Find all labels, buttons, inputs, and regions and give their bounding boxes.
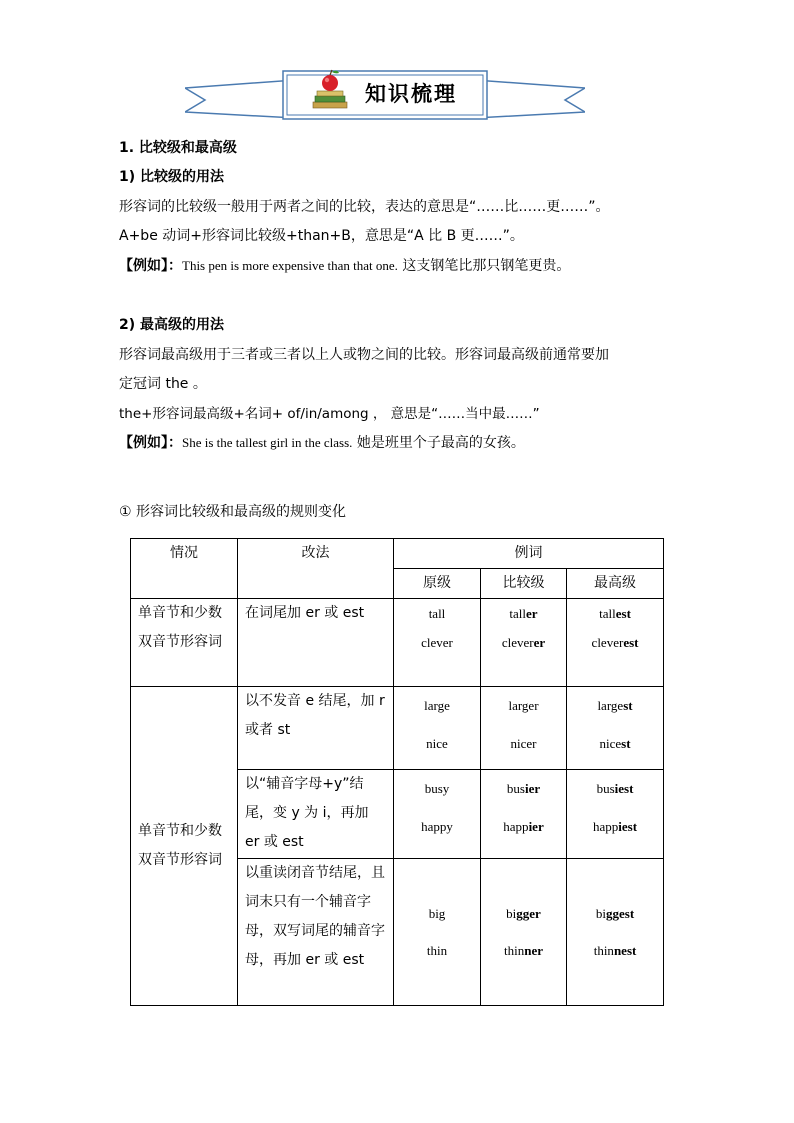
method-cell: 在词尾加 er 或 est — [238, 599, 394, 687]
superlative-usage-text: 形容词最高级用于三者或三者以上人或物之间的比较。形容词最高级前通常要加 — [119, 347, 609, 363]
comparative-cell: busier happier — [481, 770, 567, 859]
table-header-row — [131, 539, 664, 569]
situation-cell: 单音节和少数双音节形容词 — [131, 599, 238, 687]
header-examples: 例词 — [394, 539, 664, 569]
banner-title: 知识梳理 — [365, 82, 457, 106]
superlative-cell: biggest thinnest — [567, 859, 664, 1006]
superlative-cell — [567, 599, 664, 687]
example-label: 【例如】： — [119, 258, 182, 274]
base-cell: big thin — [394, 859, 481, 1006]
word: tallest — [599, 606, 631, 621]
comparative-cell: larger nicer — [481, 687, 567, 770]
word: tall — [428, 606, 446, 621]
superlative-cell: busiest happiest — [567, 770, 664, 859]
table-row — [131, 599, 664, 687]
word: taller — [509, 606, 538, 621]
comparison-rules-table — [130, 538, 664, 1006]
table-row — [131, 687, 664, 770]
comparative-cell — [481, 599, 567, 687]
method-cell: 以重读闭音节结尾，且词末只有一个辅音字母，双写词尾的辅音字母，再加 er 或 est — [238, 859, 394, 1006]
header-base: 原级 — [394, 569, 481, 599]
method-cell: 以不发音 e 结尾，加 r 或者 st — [238, 687, 394, 770]
subsection-heading-comparative: 1) 比较级的用法 — [119, 169, 225, 185]
method-cell: 以“辅音字母+y”结尾，变 y 为 i，再加 er 或 est — [238, 770, 394, 859]
example-chinese: 她是班里个子最高的女孩。 — [356, 435, 525, 451]
header-method: 改法 — [238, 539, 394, 599]
comparative-cell: bigger thinner — [481, 859, 567, 1006]
base-cell: busy happy — [394, 770, 481, 859]
example-label: 【例如】： — [119, 435, 182, 451]
superlative-cell: largest nicest — [567, 687, 664, 770]
word: cleverer — [501, 635, 546, 650]
comparative-usage-text: 形容词的比较级一般用于两者之间的比较，表达的意思是“……比……更……”。 — [119, 199, 610, 215]
example-chinese: 这支钢笔比那只钢笔更贵。 — [402, 258, 571, 274]
subsection-heading-superlative: 2) 最高级的用法 — [119, 317, 225, 333]
word: cleverest — [591, 635, 639, 650]
comparative-example — [119, 256, 570, 276]
word: clever — [421, 635, 453, 650]
base-cell — [394, 599, 481, 687]
superlative-usage-text-2: 定冠词 the 。 — [119, 376, 207, 392]
section-heading: 1. 比较级和最高级 — [119, 140, 237, 156]
superlative-example — [119, 433, 525, 453]
situation-cell: 单音节和少数双音节形容词 — [131, 687, 238, 1006]
header-comparative: 比较级 — [481, 569, 567, 599]
header-superlative: 最高级 — [567, 569, 664, 599]
comparative-structure-text: A+be 动词+形容词比较级+than+B，意思是“A 比 B 更……”。 — [119, 228, 524, 244]
table-caption: ① 形容词比较级和最高级的规则变化 — [119, 504, 347, 520]
base-cell: large nice — [394, 687, 481, 770]
example-english: She is the tallest girl in the class. — [182, 435, 353, 450]
superlative-structure-text: the+形容词最高级+名词+ of/in/among ， 意思是“……当中最……” — [119, 406, 540, 422]
example-english: This pen is more expensive than that one. — [182, 258, 398, 273]
header-situation: 情况 — [131, 539, 238, 599]
